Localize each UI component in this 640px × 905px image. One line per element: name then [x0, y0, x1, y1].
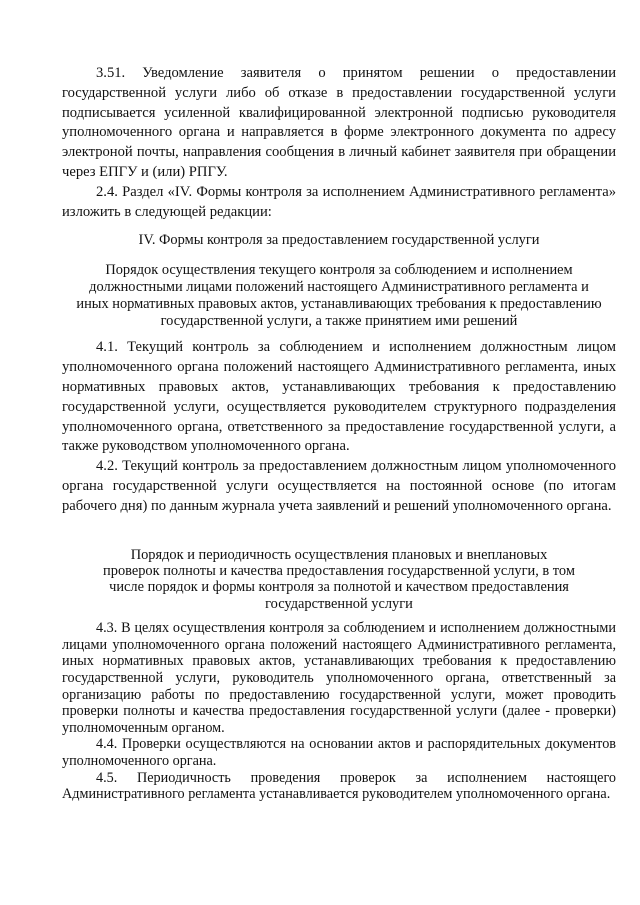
paragraph-3-51: 3.51. Уведомление заявителя о принятом решении о предоставлении государственной услуги либо об отказе в предоставлении государственной услуги подписывается усиленной квалифицированной электронной подписью руководителя уполномоченного органа и направляется в форме электронного документа по адресу электроной почты, направления сообщения в личный кабинет заявителя при обращении через ЕПГУ и (или) РПГУ. [62, 65, 616, 180]
paragraph-4-4: 4.4. Проверки осуществляются на основании актов и распорядительных документов уполномоченного органа. [62, 736, 616, 769]
section-title: IV. Формы контроля за предоставлением государственной услуги [138, 232, 540, 249]
subheading-current-control: Порядок осуществления текущего контроля за соблюдением и исполнением должностными лицами положений настоящего Административного регламента и иных нормативных правовых актов, устанавливающих требования к предоставлению государственной услуги, а также принятием ими решений [76, 261, 602, 330]
paragraph-4-2: 4.2. Текущий контроль за предоставлением должностным лицом уполномоченного органа государственной услуги осуществляется на постоянной основе (по итогам рабочего дня) по данным журнала учета заявлений и решений уполномоченного органа. [62, 458, 616, 514]
subheading-inspections: Порядок и периодичность осуществления плановых и внеплановых проверок полноты и качества предоставления государственной услуги, в том числе порядок и формы контроля за полнотой и качеством предоставления государственной услуги [103, 546, 575, 612]
paragraph-4-5: 4.5. Периодичность проведения проверок за исполнением настоящего Административного регламента устанавливается руководителем уполномоченного органа. [62, 769, 616, 803]
paragraph-4-3: 4.3. В целях осуществления контроля за соблюдением и исполнением должностными лицами уполномоченного органа положений настоящего Административного регламента, иных нормативных правовых актов, устанавливающих требования к предоставлению государственной услуги, руководитель уполномоченного органа, ответственный за организацию работы по предоставлению государственной услуги, может проводить проверки полноты и качества предоставления государственной услуги (далее - проверки) уполномоченным органом. [62, 620, 616, 736]
paragraph-2-4: 2.4. Раздел «IV. Формы контроля за исполнением Административного регламента» изложить в следующей редакции: [62, 183, 616, 220]
paragraph-4-1: 4.1. Текущий контроль за соблюдением и исполнением должностным лицом уполномоченного органа положений настоящего Административного регламента, иных нормативных правовых актов, устанавливающих требования к предоставлению государственной услуги, осуществляется руководителем структурного подразделения уполномоченного органа, ответственного за предоставление государственной услуги, а также руководством уполномоченного органа. [62, 339, 616, 455]
